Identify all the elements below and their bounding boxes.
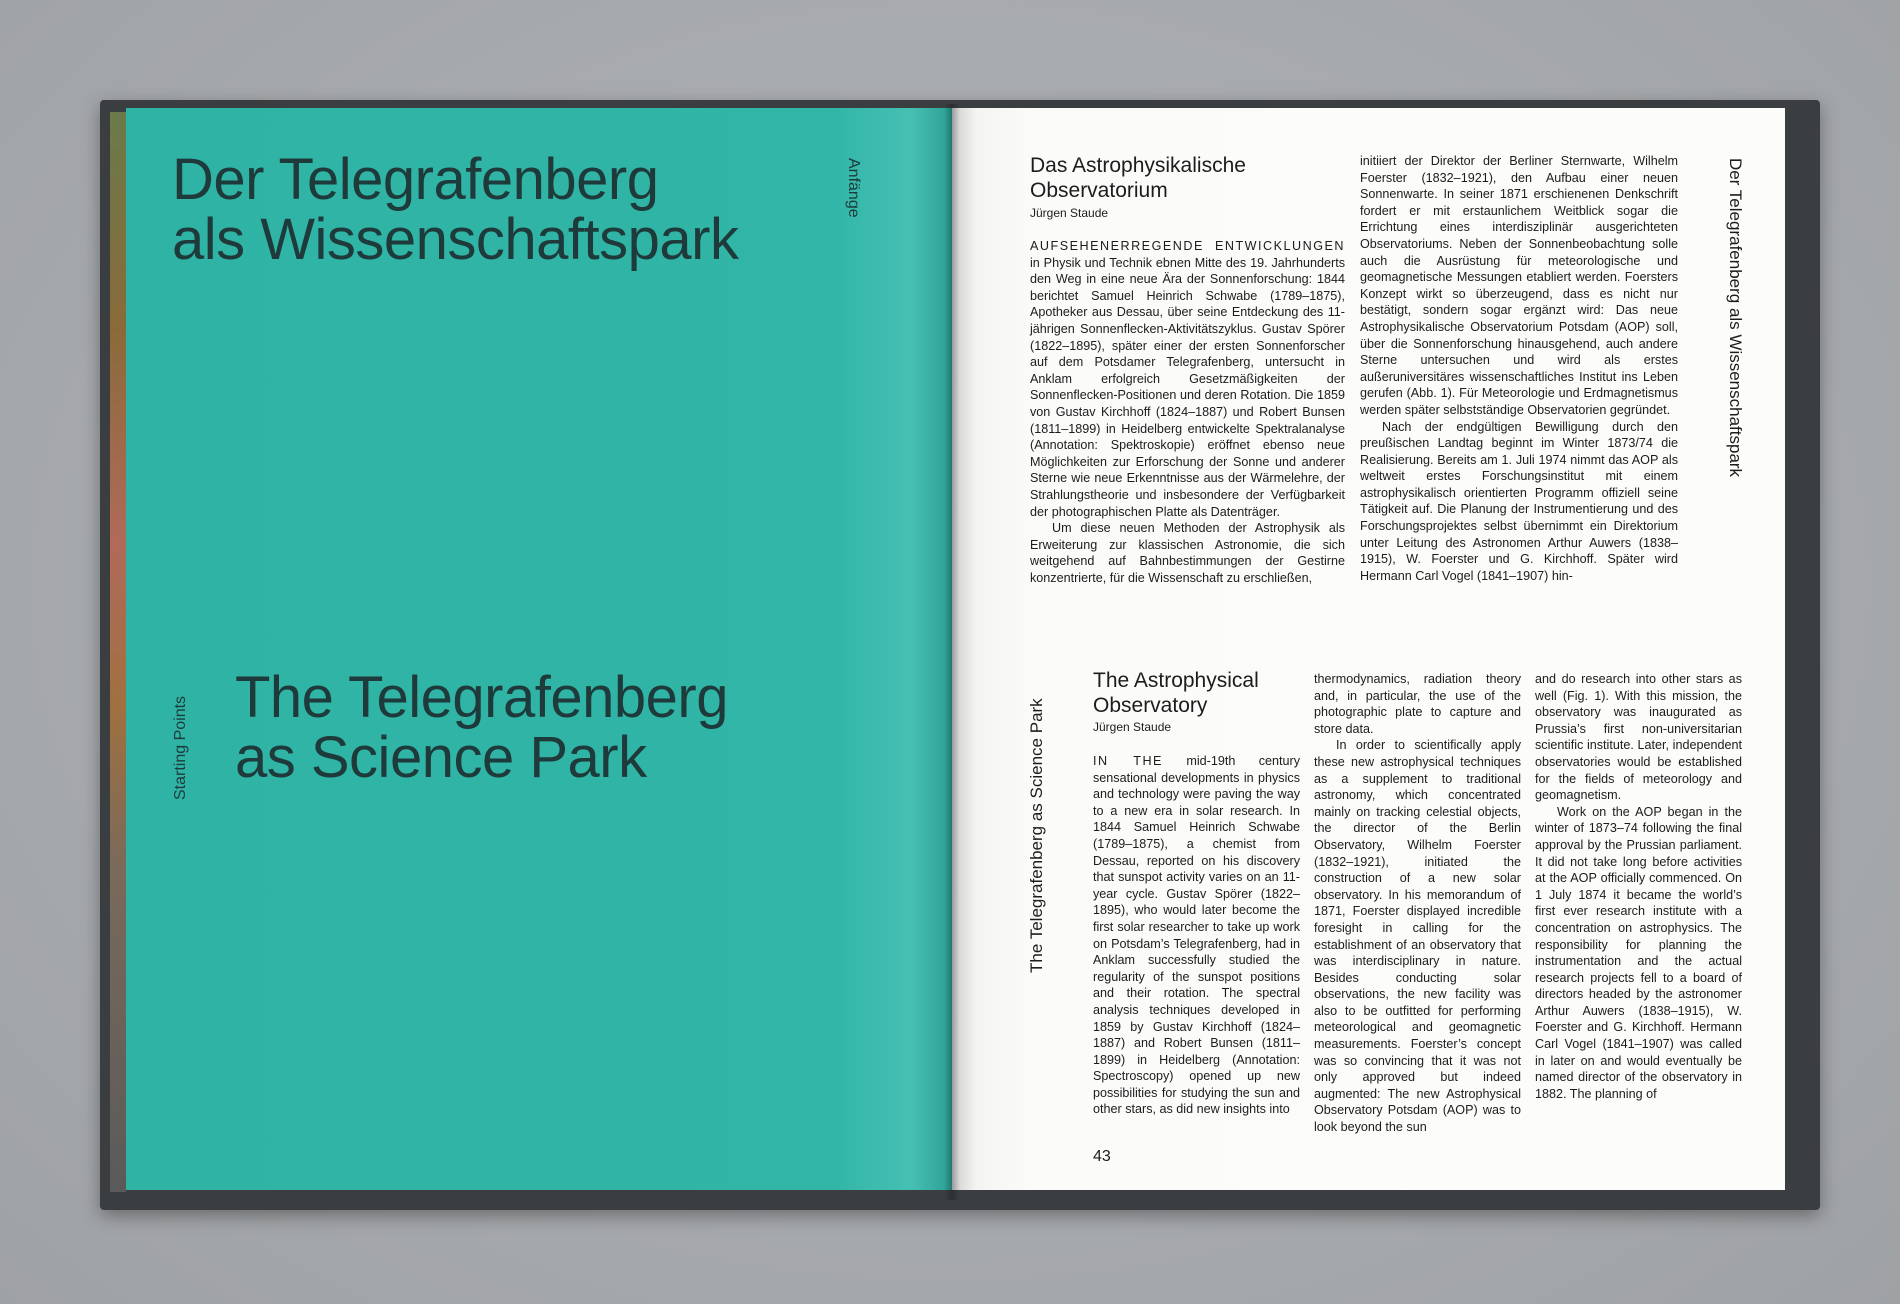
title-de [172,147,739,272]
article-de-column-1 [1030,238,1345,586]
paragraph: initiiert der Direktor der Berliner Sternwarte, Wilhelm Foerster (1832–1921), den Aufbau einer neuen Sonnenwarte. In seiner 1871 erschienenen Denkschrift fordert er mit erstaunlichem Weitblick sogar die Errichtung eines interdisziplinär ausgerichteten Observatoriums. Neben der Sonnenbeobachtung solle auch die Ausrüstung für meteorologische und geomagnetische Messungen etabliert werden. Foersters Konzept wirkt so überzeugend, dass es nicht nur bestätigt, sondern sogar ergänzt wird: Das neue Astrophysikalische Observatorium Potsdam (AOP) soll, über die Sonnenforschung hinausgehend, auch andere Sterne untersuchen und wird als erstes außeruniversitäres wissenschaftliches Institut ins Leben gerufen (Abb. 1). Für Meteorologie und Erdmagnetismus werden später selbstständige Observatorien gegründet. [1360,154,1678,417]
running-head-de: Der Telegrafenberg als Wissenschaftspark [1726,158,1745,478]
page-number: 43 [1093,1148,1111,1165]
lead-in-de: AUFSEHENERREGENDE ENTWICKLUNGEN [1030,239,1345,253]
author-de: Jürgen Staude [1030,206,1109,220]
lead-in-en: IN THE [1093,754,1163,768]
page-edges [110,112,126,1192]
article-en-column-1 [1093,753,1300,1118]
paragraph: thermodynamics, radiation theory and, in particular, the use of the photographic plate to capture and store data. [1314,672,1521,736]
paragraph: Nach der endgültigen Bewilligung durch den preußischen Landtag beginnt im Winter 1873/74 die Realisierung. Bereits am 1. Juli 1974 nimmt das AOP als weltweit erstes Forschungsinstitut mit einem astrophysikalisch orientierten Programm offiziell seine Tätigkeit auf. Die Planung der Instrumentierung und des Forschungsprojektes selbst übernimmt ein Direktorium unter Leitung des Astronomen Arthur Auwers (1838–1915), W. Foerster und G. Kirchhoff. Später wird Hermann Carl Vogel (1841–1907) hin- [1360,419,1678,583]
title-en [235,665,728,790]
article-title-en [1093,668,1259,718]
paragraph: Um diese neuen Methoden der Astrophysik als Erweiterung zur klassischen Astronomie, die sich weitgehend auf Bahnbestimmungen der Gestirne konzentrierte, für die Wissenschaft zu erschließen, [1030,521,1345,585]
article-en-column-3 [1535,671,1742,1102]
title-en-line1: The Telegrafenberg [235,665,728,730]
article-title-de [1030,153,1246,203]
paragraph [1030,238,1345,520]
paragraph: and do research into other stars as well (Fig. 1). With this mission, the observatory was inaugurated as Prussia’s first non-universitarian scientific institute. Later, independent observatories would be established for the fields of meteorology and geomagnetism. [1535,672,1742,803]
article-title-en-line1: The Astrophysical [1093,669,1259,692]
section-label-de: Anfänge [845,158,862,218]
title-de-line1: Der Telegrafenberg [172,147,659,212]
paragraph-text: in Physik und Technik ebnen Mitte des 19. Jahrhunderts den Weg in eine neue Ära der Sonnenforschung: 1844 berichtet Samuel Heinrich Schwabe (1789–1875), Apotheker aus Dessau, über seine Entdeckung des 11- jährigen Sonnenflecken-Aktivitätszyklus. Gustav Spörer (1822–1895), später einer der ersten Sonnenforscher auf dem Potsdamer Telegrafenberg, untersucht in Anklam erfolgreich Gesetzmäßigkeiten der Sonnenflecken-Positionen und deren Rotation. Die 1859 von Gustav Kirchhoff (1824–1887) und Robert Bunsen (1811–1899) in Heidelberg entwickelte Spektralanalyse (Annotation: Spektroskopie) eröffnet ebenso neue Möglichkeiten zur Erforschung der Sonne und anderer Sterne wie neue Erkenntnisse aus der Wärmelehre, der Strahlungstheorie und insbesondere der Verfügbarkeit der photographischen Platte als Datenträger. [1030,255,1345,519]
section-label-en: Starting Points [172,695,189,800]
paragraph [1093,753,1300,1118]
author-en: Jürgen Staude [1093,720,1172,734]
article-en-column-2 [1314,671,1521,1136]
running-head-en: The Telegrafenberg as Science Park [1027,698,1046,973]
article-title-en-line2: Observatory [1093,694,1208,717]
paragraph: In order to scientifically apply these new astrophysical techniques as a supplement to traditional astronomy, which concentrated mainly on tracking celestial objects, the director of the Berlin Observatory, Wilhelm Foerster (1832–1921), initiated the construction of a new solar observatory. In his memorandum of 1871, Foerster displayed incredible foresight in calling for the establishment of an observatory that was interdisciplinary in nature. Besides conducting solar observations, the new facility was also to be outfitted for performing meteorological and geomagnetic measurements. Foerster’s concept was so convincing that it was not only approved but indeed augmented: The new Astrophysical Observatory Potsdam (AOP) was to look beyond the sun [1314,738,1521,1135]
article-de-column-2 [1360,153,1678,584]
paragraph: Work on the AOP began in the winter of 1873–74 following the final approval by the Prussian parliament. It did not take long before activities at the AOP officially commenced. On 1 July 1874 it became the world’s first ever research institute with a concentration on astrophysics. The responsibility for planning the instrumentation and the actual research projects fell to a board of directors headed by the astronomer Arthur Auwers (1838–1915), W. Foerster and G. Kirchhoff. Hermann Carl Vogel (1841–1907) was called in later on and would eventually be named director of the observatory in 1882. The planning of [1535,804,1742,1101]
paragraph-text: mid-19th century sensational developments in physics and technology were paving the way to a new era in solar research. In 1844 Samuel Heinrich Schwabe (1789–1875), a chemist from Dessau, reported on his discovery that sunspot activity varies on an 11-year cycle. Gustav Spörer (1822–1895), who would later become the first solar researcher to take up work on Potsdam’s Telegrafenberg, had in Anklam successfully studied the regularity of the sunspot positions and their rotation. The spectral analysis techniques developed in 1859 by Gustav Kirchhoff (1824–1887) and Robert Bunsen (1811–1899) in Heidelberg (Annotation: Spectroscopy) opened up new possibilities for studying the sun and other stars, as did new insights into [1093,754,1301,1117]
title-en-line2: as Science Park [235,725,647,790]
article-title-de-line2: Observatorium [1030,179,1168,202]
book-gutter [944,104,960,1200]
article-title-de-line1: Das Astrophysikalische [1030,154,1246,177]
title-de-line2: als Wissenschaftspark [172,207,739,272]
